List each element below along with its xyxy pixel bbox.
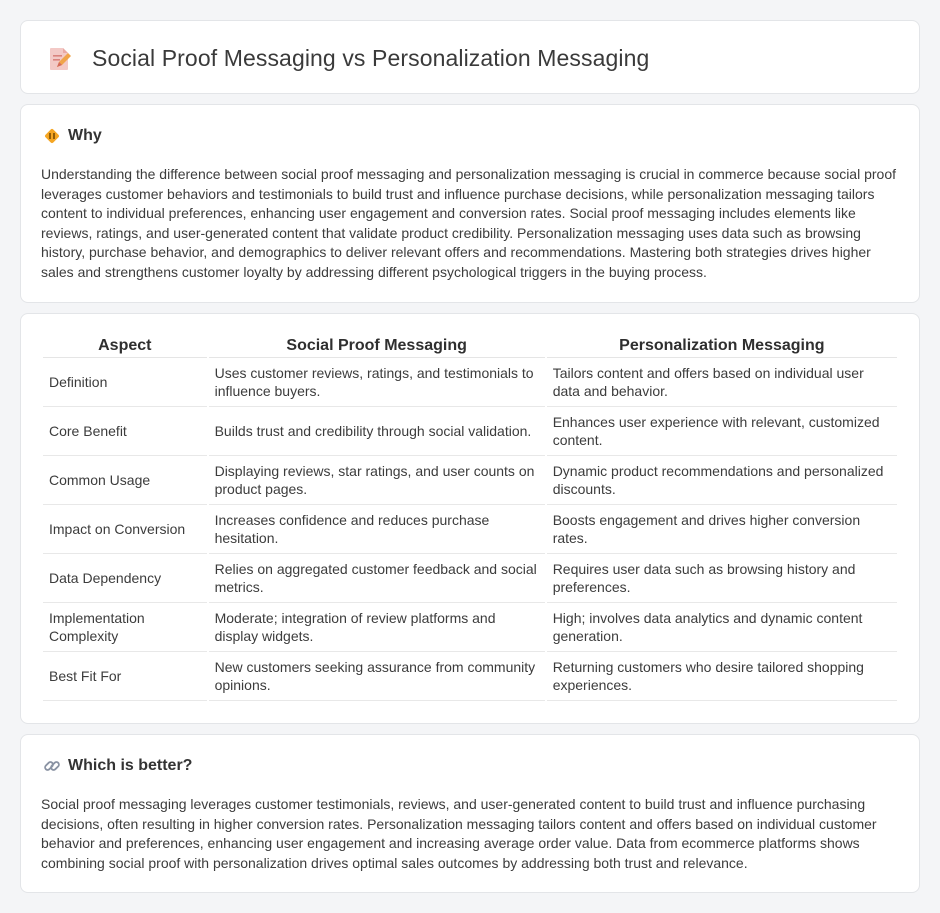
title-bar	[48, 45, 649, 72]
comparison-table	[41, 336, 899, 701]
document-pencil-icon	[48, 46, 72, 72]
table-cell: Moderate; integration of review platforms and display widgets.	[209, 603, 545, 652]
table-cell: Returning customers who desire tailored shopping experiences.	[547, 652, 897, 701]
which-better-section	[20, 734, 920, 893]
table-cell: Enhances user experience with relevant, customized content.	[547, 407, 897, 456]
comparison-section	[20, 313, 920, 724]
page-title: Social Proof Messaging vs Personalization Messaging	[92, 45, 650, 71]
table-row	[43, 407, 897, 456]
table-cell: Increases confidence and reduces purchase hesitation.	[209, 505, 545, 554]
table-cell: Common Usage	[43, 456, 207, 505]
table-header-row	[43, 336, 897, 358]
table-row	[43, 505, 897, 554]
table-cell: Definition	[43, 358, 207, 407]
table-cell: Displaying reviews, star ratings, and user counts on product pages.	[209, 456, 545, 505]
table-row	[43, 358, 897, 407]
table-cell: High; involves data analytics and dynamic content generation.	[547, 603, 897, 652]
table-cell: Uses customer reviews, ratings, and testimonials to influence buyers.	[209, 358, 545, 407]
table-cell: Implementation Complexity	[43, 603, 207, 652]
why-body: Understanding the difference between social proof messaging and personalization messaging is crucial in commerce because social proof leverages customer behaviors and testimonials to build trust and influence purchase decisions, while personalization messaging tailors content to individual preferences, enhancing user engagement and conversion rates. Social proof messaging includes elements like reviews, ratings, and user-generated content that validate product credibility. Personalization messaging uses data such as browsing history, purchase behavior, and demographics to deliver relevant offers and recommendations. Mastering both strategies drives higher sales and strengthens customer loyalty by addressing different psychological triggers in the buying process.	[41, 166, 896, 280]
better-heading: Which is better?	[68, 757, 193, 774]
better-header	[43, 757, 192, 775]
table-cell: Impact on Conversion	[43, 505, 207, 554]
table-cell: Best Fit For	[43, 652, 207, 701]
table-cell: Requires user data such as browsing history and preferences.	[547, 554, 897, 603]
link-icon	[43, 757, 61, 775]
table-row	[43, 652, 897, 701]
table-cell: Dynamic product recommendations and personalized discounts.	[547, 456, 897, 505]
table-cell: Tailors content and offers based on individual user data and behavior.	[547, 358, 897, 407]
table-row	[43, 554, 897, 603]
table-cell: Relies on aggregated customer feedback and social metrics.	[209, 554, 545, 603]
table-cell: Boosts engagement and drives higher conversion rates.	[547, 505, 897, 554]
why-heading: Why	[68, 127, 102, 144]
table-row	[43, 456, 897, 505]
table-cell: New customers seeking assurance from community opinions.	[209, 652, 545, 701]
column-header: Personalization Messaging	[547, 336, 897, 358]
table-cell: Builds trust and credibility through social validation.	[209, 407, 545, 456]
column-header: Social Proof Messaging	[209, 336, 545, 358]
why-section	[20, 104, 920, 303]
why-header	[43, 127, 102, 145]
table-row	[43, 603, 897, 652]
table-cell: Data Dependency	[43, 554, 207, 603]
better-body: Social proof messaging leverages customer testimonials, reviews, and user-generated content to build trust and influence purchasing decisions, often resulting in higher conversion rates. Personalization messaging tailors content and offers based on individual customer behavior and preferences, enhancing user engagement and increasing average order value. Data from ecommerce platforms shows combining social proof with personalization drives optimal sales outcomes by addressing both trust and relevance.	[41, 796, 877, 871]
diamond-warning-icon	[43, 127, 61, 145]
table-cell: Core Benefit	[43, 407, 207, 456]
title-card	[20, 20, 920, 94]
column-header: Aspect	[43, 336, 207, 358]
